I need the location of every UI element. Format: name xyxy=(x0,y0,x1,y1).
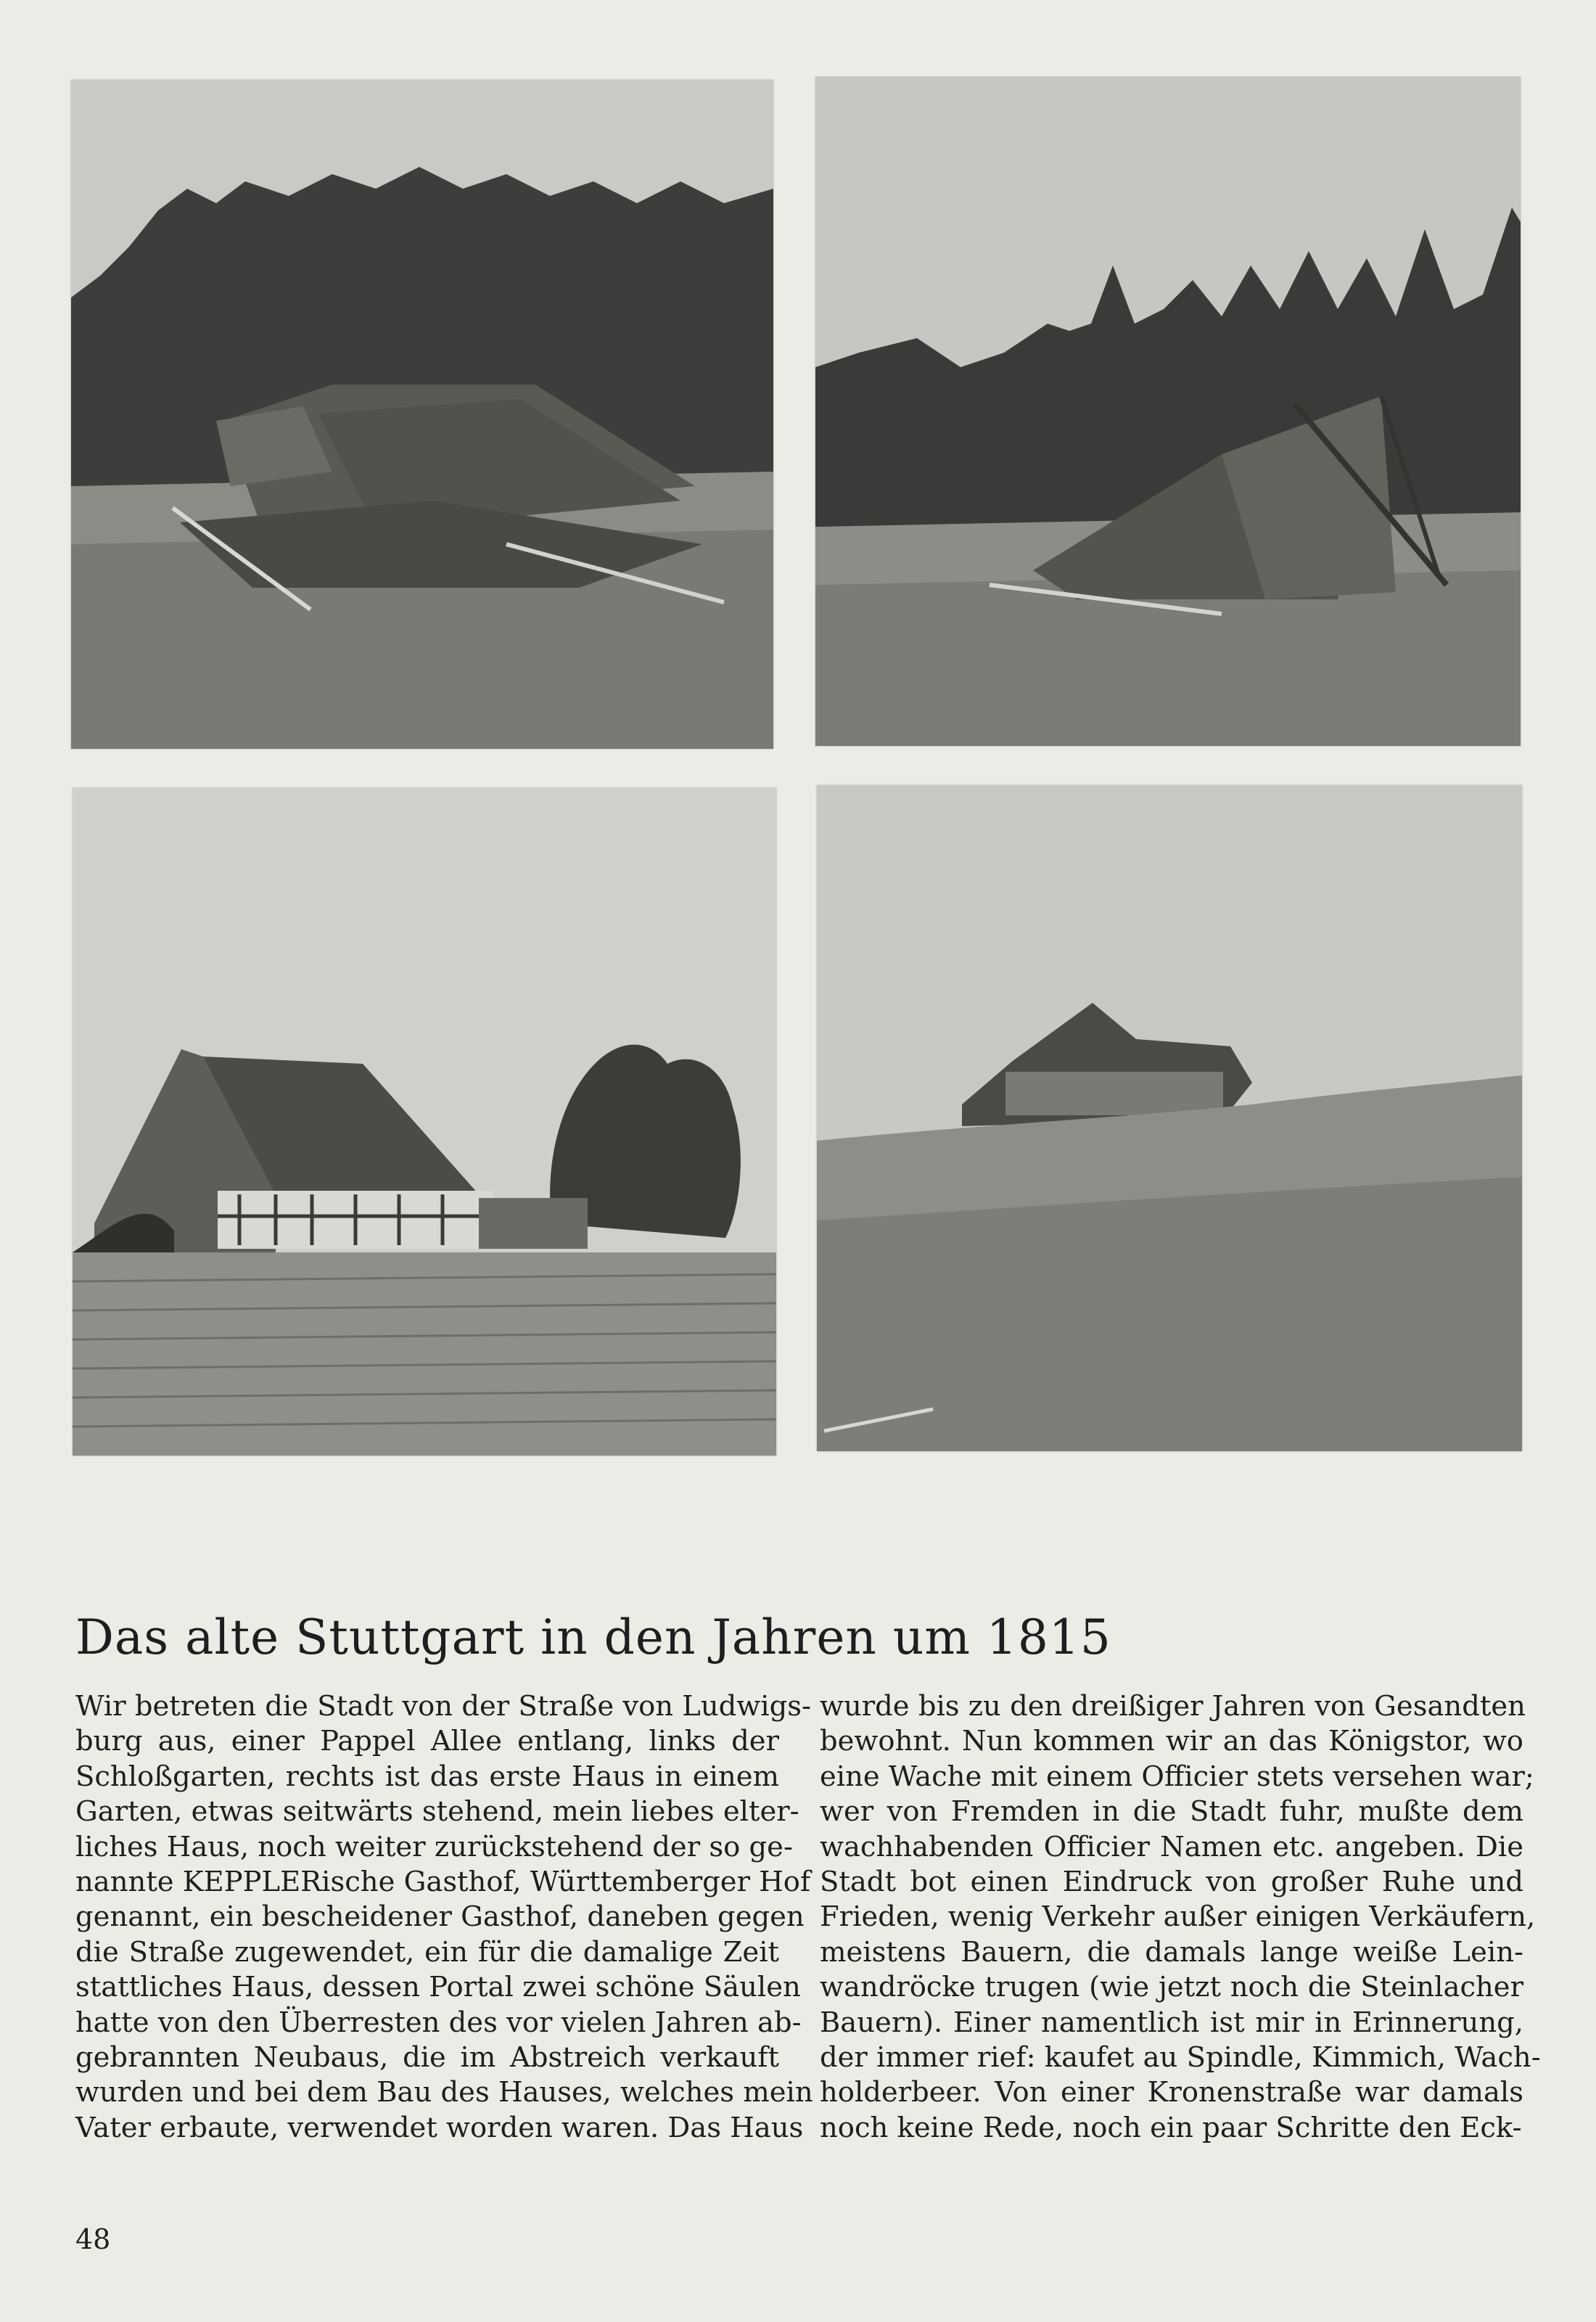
text-line: Bauern). Einer namentlich ist mir in Erinnerung, xyxy=(820,2006,1523,2039)
text-line: die Straße zugewendet, ein für die damalige Zeit xyxy=(75,1935,779,1969)
text-line: liches Haus, noch weiter zurückstehend der so ge- xyxy=(75,1830,793,1863)
article-column-2 xyxy=(820,1689,1541,2146)
text-line: Garten, etwas seitwärts stehend, mein liebes elter- xyxy=(75,1795,799,1829)
text-line: wurden und bei dem Bau des Hauses, welches mein xyxy=(75,2076,813,2109)
text-line: burg aus, einer Pappel Allee entlang, links der xyxy=(75,1725,779,1758)
text-line: Schloßgarten, rechts ist das erste Haus in einem xyxy=(75,1760,779,1793)
text-line: hatte von den Überresten des vor vielen Jahren ab- xyxy=(75,2006,802,2039)
article-title: Das alte Stuttgart in den Jahren um 1815 xyxy=(75,1609,1111,1665)
text-line: stattliches Haus, dessen Portal zwei schöne Säulen xyxy=(75,1971,801,2004)
text-line: der immer rief: kaufet au Spindle, Kimmich, Wach- xyxy=(820,2041,1541,2075)
text-line: holderbeer. Von einer Kronenstraße war damals xyxy=(820,2076,1523,2109)
text-line: Frieden, wenig Verkehr außer einigen Verkäufern, xyxy=(820,1900,1536,1934)
article-column-1 xyxy=(75,1689,813,2146)
photo-collapsed-barn-1 xyxy=(71,80,773,749)
text-line: genannt, ein bescheidener Gasthof, daneben gegen xyxy=(75,1900,805,1934)
text-line: wer von Fremden in die Stadt fuhr, mußte dem xyxy=(820,1795,1523,1829)
text-line: meistens Bauern, die damals lange weiße Lein- xyxy=(820,1935,1523,1969)
photo-farmhouse-2 xyxy=(817,785,1522,1451)
text-line: wurde bis zu den dreißiger Jahren von Gesandten xyxy=(820,1690,1526,1723)
photo-farmhouse-1 xyxy=(73,788,776,1456)
text-line: Wir betreten die Stadt von der Straße von Ludwigs- xyxy=(75,1690,811,1723)
text-line: Stadt bot einen Eindruck von großer Ruhe und xyxy=(820,1866,1523,1899)
page-number: 48 xyxy=(75,2223,111,2255)
text-line: wachhabenden Officier Namen etc. angeben. Die xyxy=(820,1830,1523,1863)
text-line: nannte KEPPLERische Gasthof, Württemberger Hof xyxy=(75,1866,811,1899)
text-line: wandröcke trugen (wie jetzt noch die Steinlacher xyxy=(820,1971,1523,2004)
text-line: Vater erbaute, verwendet worden waren. Das Haus xyxy=(75,2111,804,2144)
text-line: gebrannten Neubaus, die im Abstreich verkauft xyxy=(75,2041,779,2075)
text-line: bewohnt. Nun kommen wir an das Königstor, wo xyxy=(820,1725,1523,1758)
text-line: noch keine Rede, noch ein paar Schritte den Eck- xyxy=(820,2111,1522,2144)
photo-collapsed-barn-2 xyxy=(815,77,1521,746)
text-line: eine Wache mit einem Officier stets versehen war; xyxy=(820,1760,1534,1793)
